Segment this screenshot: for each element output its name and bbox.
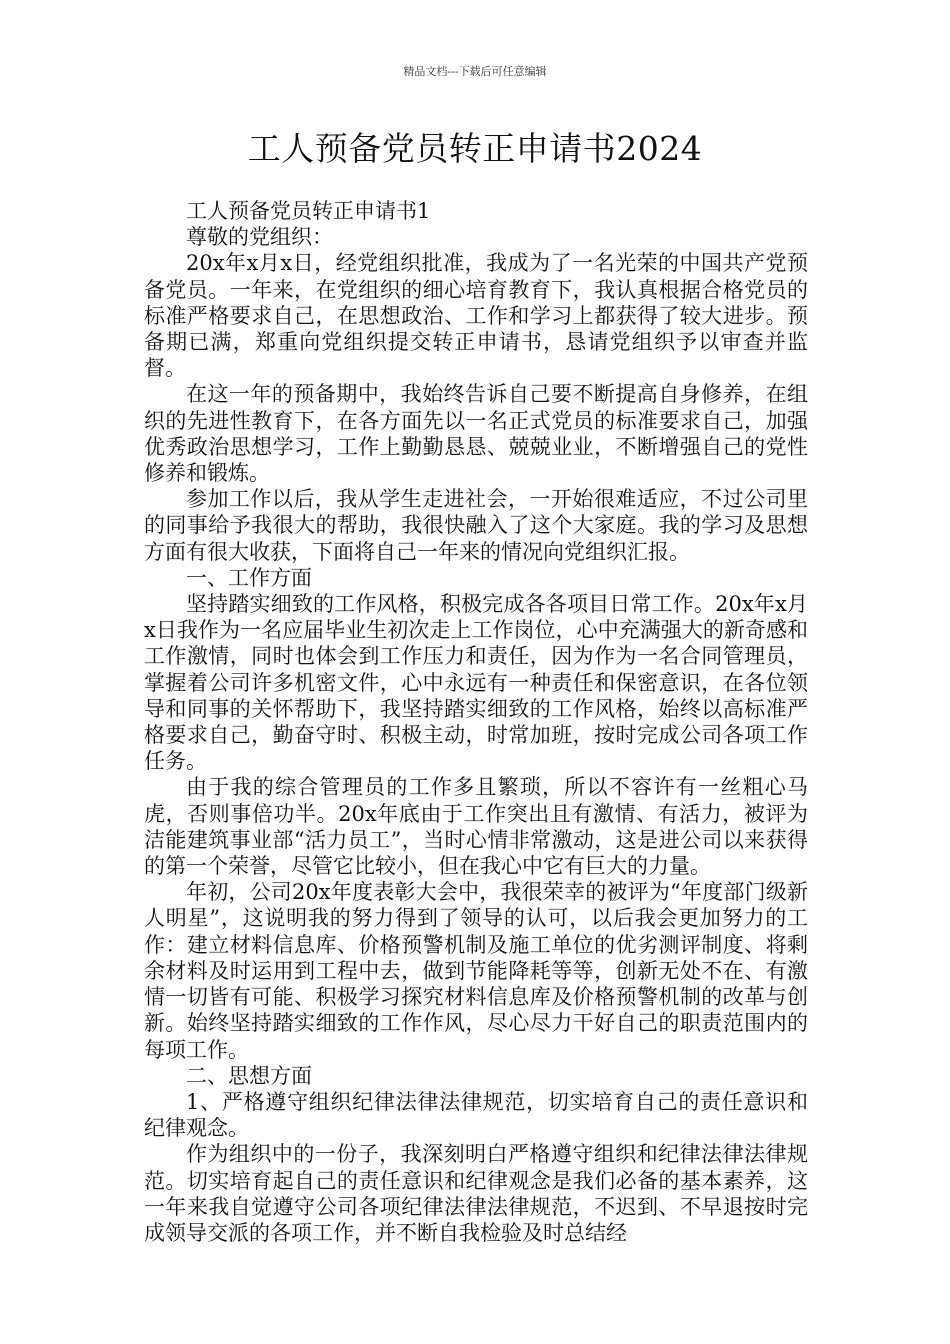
document-title: 工人预备党员转正申请书2024 (247, 129, 703, 168)
section-heading-work: 一、工作方面 (186, 565, 312, 590)
page-header-watermark: 精品文档---下载后可任意编辑 (403, 65, 547, 78)
body-paragraph: 年初，公司20x年度表彰大会中，我很荣幸的被评为“年度部门级新人明星”，这说明我的努力得到了领导的认可，以后我会更加努力的工作：建立材料信息库、价格预警机制及施工单位的优劣测评制度、将剩余材料及时运用到工程中去，做到节能降耗等等，创新无处不在、有激情一切皆有可能、积极学习探究材料信息库及价格预警机制的改革与创新。始终坚持踏实细致的工作作风，尽心尽力干好自己的职责范围内的每项工作。 (144, 880, 808, 1062)
salutation: 尊敬的党组织： (186, 225, 333, 250)
section-heading-thought: 二、思想方面 (186, 1063, 312, 1088)
body-paragraph: 坚持踏实细致的工作风格，积极完成各各项目日常工作。20x年x月x日我作为一名应届毕业生初次走上工作岗位，心中充满强大的新奇感和工作激情，同时也体会到工作压力和责任，因为作为一名合同管理员，掌握着公司许多机密文件，心中永远有一种责任和保密意识，在各位领导和同事的关怀帮助下，我坚持踏实细致的工作风格，始终以高标准严格要求自己，勤奋守时、积极主动，时常加班，按时完成公司各项工作任务。 (144, 592, 808, 774)
body-paragraph: 在这一年的预备期中，我始终告诉自己要不断提高自身修养，在组织的先进性教育下，在各方面先以一名正式党员的标准要求自己，加强优秀政治思想学习，工作上勤勤恳恳、兢兢业业，不断增强自己的党性修养和锻炼。 (144, 382, 808, 486)
subsection-heading: 1、严格遵守组织纪律法律法律规范，切实培育自己的责任意识和纪律观念。 (144, 1089, 808, 1141)
body-paragraph: 作为组织中的一份子，我深刻明白严格遵守组织和纪律法律法律规范。切实培育起自己的责任意识和纪律观念是我们必备的基本素养，这一年来我自觉遵守公司各项纪律法律法律规范，不迟到、不早退按时完成领导交派的各项工作，并不断自我检验及时总结经 (144, 1142, 808, 1245)
body-paragraph: 参加工作以后，我从学生走进社会，一开始很难适应，不过公司里的同事给予我很大的帮助，我很快融入了这个大家庭。我的学习及思想方面有很大收获，下面将自己一年来的情况向党组织汇报。 (144, 487, 808, 564)
document-body (144, 198, 808, 1246)
body-paragraph: 20x年x月x日，经党组织批准，我成为了一名光荣的中国共产党预备党员。一年来，在党组织的细心培育教育下，我认真根据合格党员的标准严格要求自己，在思想政治、工作和学习上都获得了较大进步。预备期已满，郑重向党组织提交转正申请书，恳请党组织予以审查并监督。 (144, 251, 808, 381)
body-paragraph: 由于我的综合管理员的工作多且繁琐，所以不容许有一丝粗心马虎，否则事倍功半。20x年底由于工作突出且有激情、有活力，被评为洁能建筑事业部“活力员工”，当时心情非常激动，这是进公司以来获得的第一个荣誉，尽管它比较小，但在我心中它有巨大的力量。 (144, 775, 808, 879)
section-subtitle: 工人预备党员转正申请书1 (186, 199, 431, 223)
